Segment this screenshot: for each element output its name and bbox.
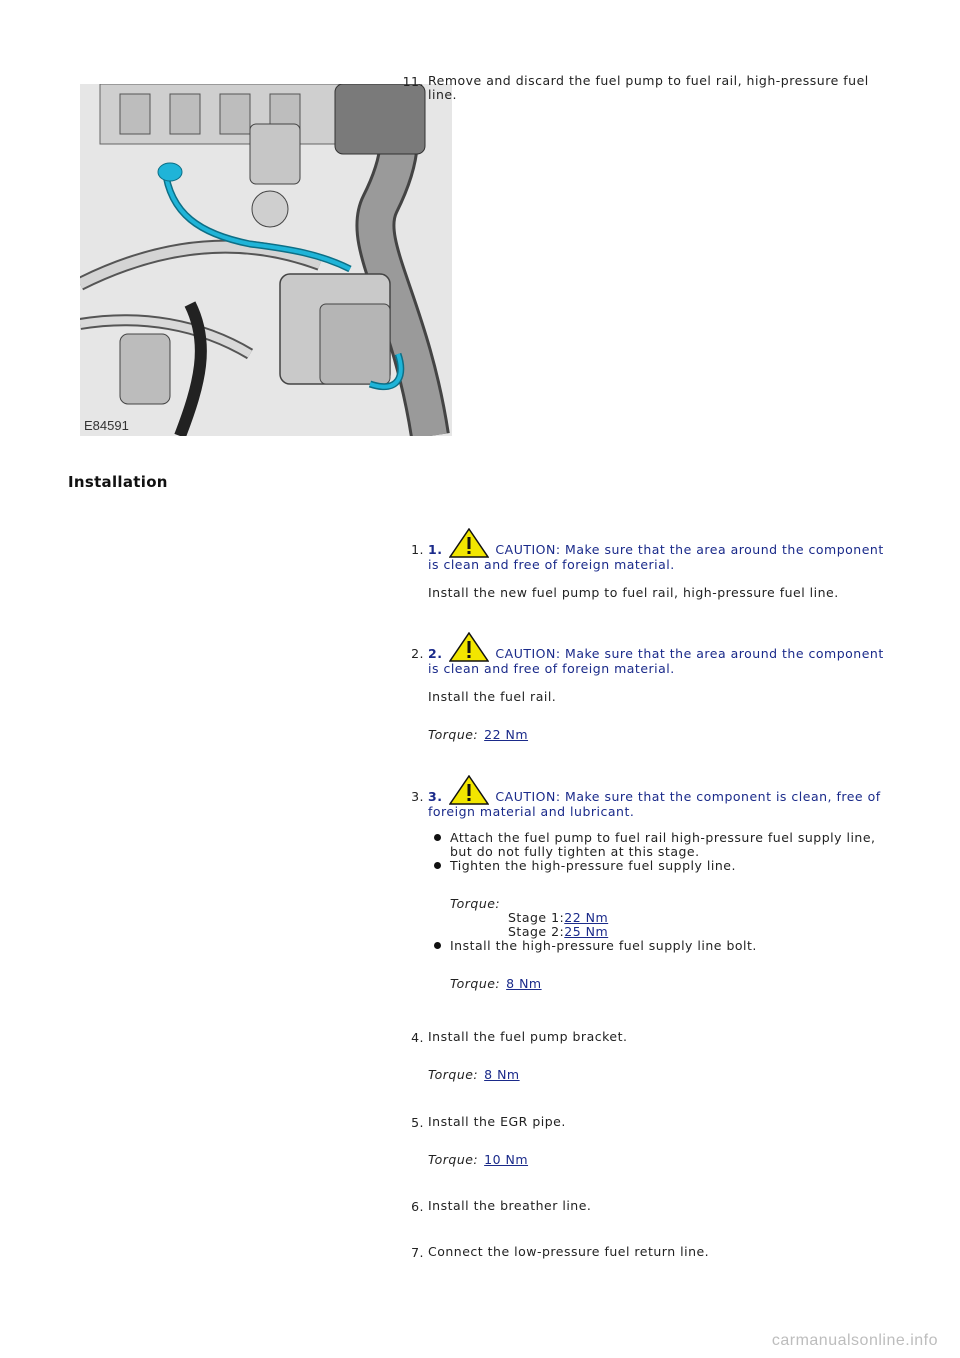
torque-spec bbox=[428, 1153, 888, 1167]
step-number: 3. bbox=[411, 789, 424, 804]
torque-value[interactable]: 22 Nm bbox=[484, 727, 529, 742]
torque-spec bbox=[428, 977, 888, 991]
engine-illustration bbox=[80, 84, 452, 436]
warning-triangle-icon bbox=[449, 775, 489, 805]
step-text: Connect the low-pressure fuel return line. bbox=[428, 1244, 710, 1259]
caution-step-number: 2. bbox=[428, 646, 443, 661]
bullet-list bbox=[428, 939, 888, 953]
warning-triangle-icon bbox=[449, 632, 489, 662]
caution-text: CAUTION: Make sure that the area around the component is clean and free of foreign material. bbox=[428, 542, 884, 572]
warning-triangle-icon bbox=[449, 528, 489, 558]
step-text: Remove and discard the fuel pump to fuel rail, high-pressure fuel line. bbox=[428, 73, 869, 102]
step-number: 4. bbox=[411, 1030, 424, 1045]
step-text: Install the EGR pipe. bbox=[428, 1114, 566, 1129]
caution-note bbox=[428, 632, 888, 676]
figure-label: E84591 bbox=[84, 418, 129, 433]
step-number: 6. bbox=[411, 1199, 424, 1214]
torque-spec bbox=[428, 1068, 888, 1082]
torque-value[interactable]: 25 Nm bbox=[564, 924, 609, 939]
step-text: Install the fuel rail. bbox=[428, 689, 557, 704]
torque-label: Torque: bbox=[428, 727, 479, 742]
bullet-list bbox=[428, 831, 888, 873]
caution-note bbox=[428, 775, 888, 819]
caution-text: CAUTION: Make sure that the area around the component is clean and free of foreign material. bbox=[428, 646, 884, 676]
stage-label: Stage 1: bbox=[508, 910, 565, 925]
caution-text: CAUTION: Make sure that the component is clean, free of foreign material and lubricant. bbox=[428, 789, 881, 819]
list-item: Attach the fuel pump to fuel rail high-pressure fuel supply line, but do not fully tighten at this stage. bbox=[450, 831, 888, 859]
step-number: 1. bbox=[411, 542, 424, 557]
step-number: 5. bbox=[411, 1115, 424, 1130]
torque-value[interactable]: 8 Nm bbox=[506, 976, 542, 991]
torque-stage-1 bbox=[508, 911, 888, 925]
torque-spec bbox=[428, 728, 888, 742]
caution-step-number: 3. bbox=[428, 789, 443, 804]
torque-label: Torque: bbox=[428, 1067, 479, 1082]
torque-label: Torque: bbox=[450, 976, 501, 991]
torque-value[interactable]: 10 Nm bbox=[484, 1152, 529, 1167]
step-number: 2. bbox=[411, 646, 424, 661]
watermark: carmanualsonline.info bbox=[771, 1332, 938, 1349]
list-item: Tighten the high-pressure fuel supply line. bbox=[450, 859, 888, 873]
step-text: Install the new fuel pump to fuel rail, high-pressure fuel line. bbox=[428, 585, 839, 600]
section-title: Installation bbox=[68, 473, 168, 491]
caution-step-number: 1. bbox=[428, 542, 443, 557]
torque-label: Torque: bbox=[428, 1152, 479, 1167]
torque-value[interactable]: 22 Nm bbox=[564, 910, 609, 925]
torque-stage-2 bbox=[508, 925, 888, 939]
list-item: Install the high-pressure fuel supply line bolt. bbox=[450, 939, 888, 953]
torque-value[interactable]: 8 Nm bbox=[484, 1067, 520, 1082]
step-number: 7. bbox=[411, 1245, 424, 1260]
step-number: 11. bbox=[402, 74, 424, 89]
step-text: Install the fuel pump bracket. bbox=[428, 1029, 628, 1044]
torque-label: Torque: bbox=[450, 896, 501, 911]
stage-label: Stage 2: bbox=[508, 924, 565, 939]
torque-spec bbox=[428, 897, 888, 939]
caution-note bbox=[428, 528, 888, 572]
step-text: Install the breather line. bbox=[428, 1198, 592, 1213]
